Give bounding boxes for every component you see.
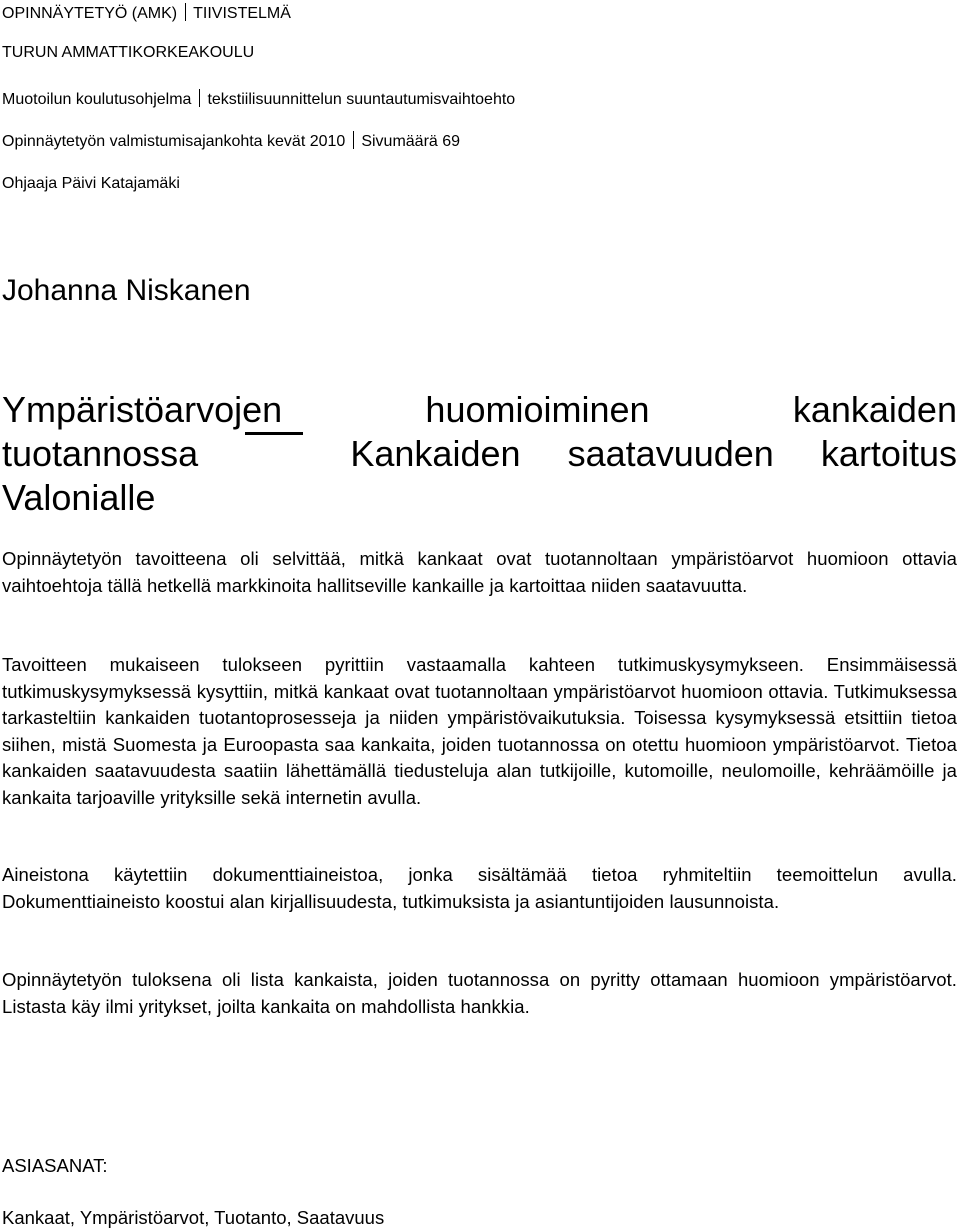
doc-type: OPINNÄYTETYÖ (AMK) [2, 5, 178, 22]
title-line-2 [2, 432, 957, 476]
summary-label: TIIVISTELMÄ [193, 5, 291, 22]
abstract-paragraph-3: Aineistona käytettiin dokumenttiaineistoa, jonka sisältämää tietoa ryhmiteltiin teemoittelun avulla. Dokumenttiaineisto koostui alan kirjallisuudesta, tutkimuksista ja asiantuntijoiden lausunnoista. [2, 864, 957, 912]
title-word: huomioiminen [425, 389, 650, 430]
supervisor: Ohjaaja Päivi Katajamäki [2, 175, 180, 192]
abstract-paragraph-2: Tavoitteen mukaiseen tulokseen pyrittiin vastaamalla kahteen tutkimuskysymykseen. Ensimmäisessä tutkimuskysymyksessä kysyttiin, mitkä kankaat ovat tuotannoltaan ympäristöarvot huomioon ottavia. Tutkimuksessa tarkasteltiin kankaiden tuotantoprosesseja ja niiden ympäristövaikutuksia. Toisessa kysymyksessä etsittiin tietoa siihen, mistä Suomesta ja Euroopasta saa kankaita, joiden tuotannossa on otettu huomioon ympäristöarvot. Tietoa kankaiden saatavuudesta saatiin lähettämällä tiedusteluja alan tutkijoille, kutomoille, neulomoille, kehräämöille ja kankaita tarjoaville yrityksille sekä internetin avulla. [2, 654, 957, 808]
title-word: kankaiden [792, 389, 957, 430]
program-line [2, 89, 515, 110]
specialization: tekstiilisuunnittelun suuntautumisvaihtoehto [207, 91, 516, 108]
school-name: TURUN AMMATTIKORKEAKOULU [2, 44, 255, 61]
title-word: Kankaiden [350, 433, 521, 474]
thesis-title [2, 388, 957, 520]
keywords-values: Kankaat, Ympäristöarvot, Tuotanto, Saatavuus [2, 1207, 385, 1228]
title-word: kartoitus [820, 433, 957, 474]
title-word: Valonialle [2, 477, 156, 518]
keywords-label: ASIASANAT: [2, 1155, 108, 1176]
abstract-paragraph-1: Opinnäytetyön tavoitteena oli selvittää, mitkä kankaat ovat tuotannoltaan ympäristöarvot huomioon ottavia vaihtoehtoja tällä hetkellä markkinoita hallitseville kankaille ja kartoittaa niiden saatavuutta. [2, 548, 957, 596]
title-line-1 [2, 388, 957, 432]
title-dash [245, 432, 303, 435]
title-line-3 [2, 476, 957, 520]
degree-program: Muotoilun koulutusohjelma [2, 91, 192, 108]
author-name: Johanna Niskanen [2, 274, 251, 307]
title-word: Ympäristöarvojen [2, 389, 283, 430]
title-word: saatavuuden [567, 433, 774, 474]
header-doc-type-line [2, 3, 291, 24]
separator [185, 3, 186, 21]
abstract-paragraph-4: Opinnäytetyön tuloksena oli lista kankaista, joiden tuotannossa on pyritty ottamaan huomioon ympäristöarvot. Listasta käy ilmi yritykset, joilta kankaita on mahdollista hankkia. [2, 969, 957, 1017]
separator [199, 89, 200, 107]
page-count: Sivumäärä 69 [361, 133, 461, 150]
completion-date: Opinnäytetyön valmistumisajankohta kevät 2010 [2, 133, 346, 150]
title-word: tuotannossa [2, 433, 199, 474]
separator [353, 131, 354, 149]
completion-line [2, 131, 460, 152]
